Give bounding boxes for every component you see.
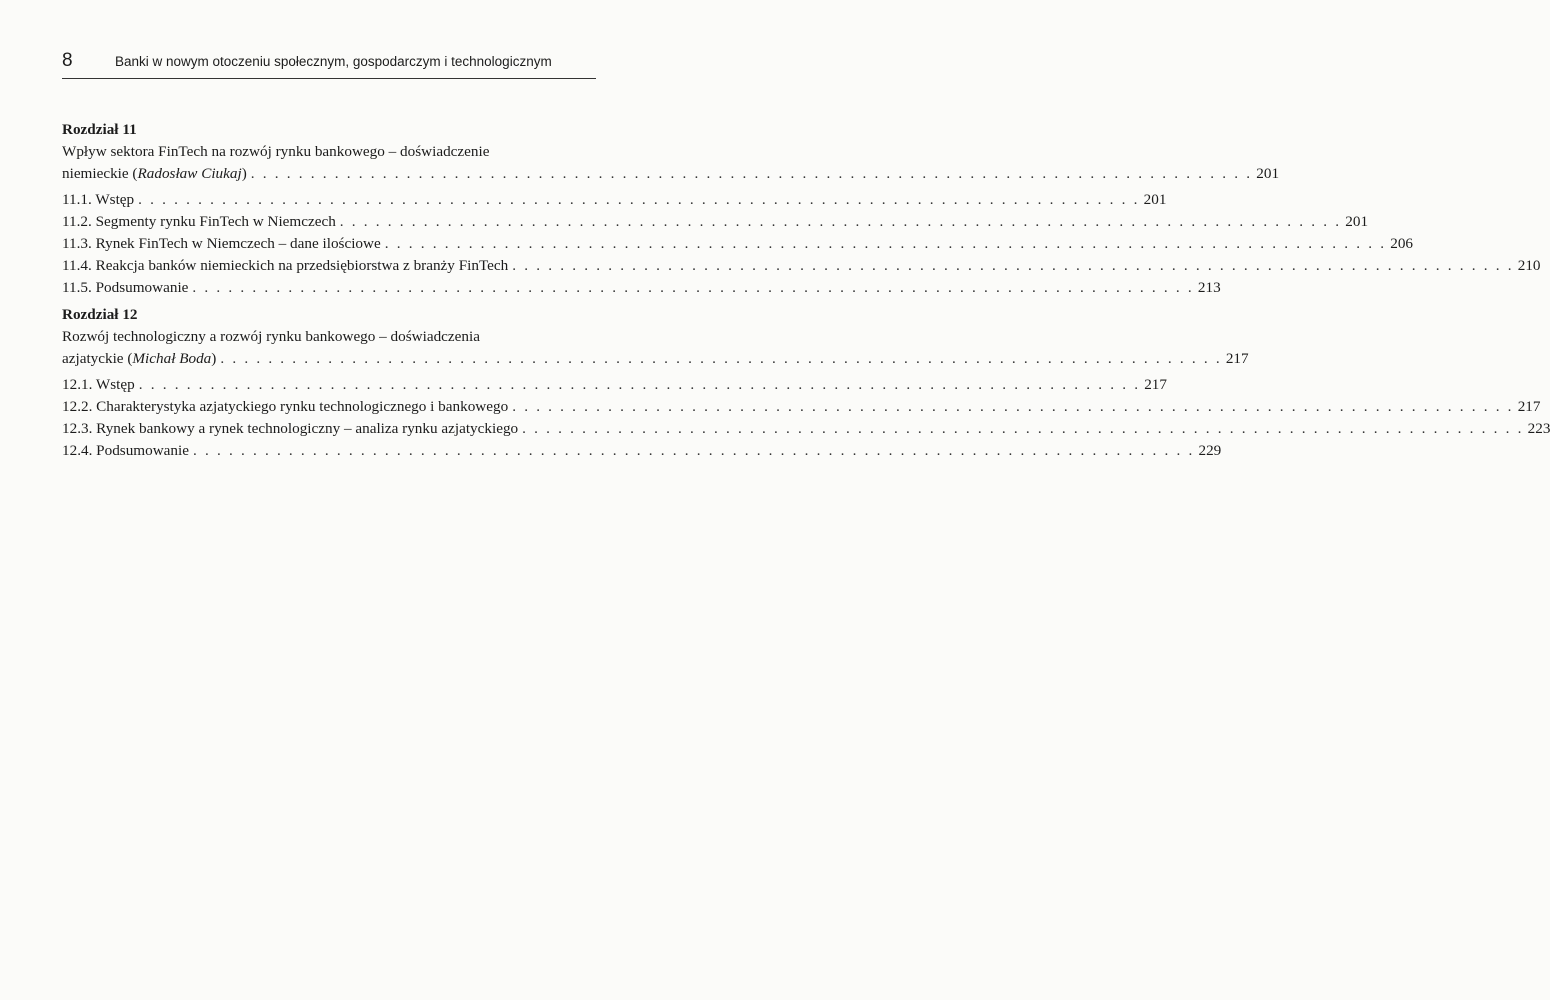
- section-title: Segmenty rynku FinTech w Niemczech: [95, 213, 336, 230]
- section-number: 12.1.: [62, 376, 93, 393]
- section-title: Rynek FinTech w Niemczech – dane ilościowe: [95, 235, 381, 252]
- section-number: 12.2.: [62, 398, 93, 415]
- dot-leader: . . . . . . . . . . . . . . . . . . . . . . . . . . . . . . . . . . . . . . . . . . . . . . . . . . . . . . . . . . . . . . . . . . . . . . . . . . . . . . . . . . . .: [220, 350, 1222, 367]
- section-number: 11.2.: [62, 213, 92, 230]
- section-title: Charakterystyka azjatyckiego rynku technologicznego i bankowego: [96, 398, 509, 415]
- toc-entry[interactable]: [62, 374, 1167, 396]
- toc-entry[interactable]: [62, 255, 1541, 277]
- dot-leader: . . . . . . . . . . . . . . . . . . . . . . . . . . . . . . . . . . . . . . . . . . . . . . . . . . . . . . . . . . . . . . . . . . . . . . . . . . . . . . . . . . . .: [522, 420, 1524, 437]
- section-number: 11.4.: [62, 257, 92, 274]
- section-number: 11.5.: [62, 279, 92, 296]
- section-number: 12.3.: [62, 420, 93, 437]
- section-number: 12.4.: [62, 442, 93, 459]
- chapter-11: [62, 119, 1541, 299]
- section-title: Wstęp: [95, 376, 135, 393]
- page-header: [62, 50, 596, 79]
- chapter-title-entry[interactable]: [62, 163, 1280, 185]
- toc-entry[interactable]: [62, 211, 1369, 233]
- section-title: Wstęp: [95, 191, 135, 208]
- page-ref: 217: [1517, 398, 1541, 415]
- page-ref: 201: [1143, 191, 1167, 208]
- dot-leader: . . . . . . . . . . . . . . . . . . . . . . . . . . . . . . . . . . . . . . . . . . . . . . . . . . . . . . . . . . . . . . . . . . . . . . . . . . . . . . . . . . . .: [138, 191, 1140, 208]
- chapter-author: Michał Boda: [132, 350, 212, 367]
- page-ref: 210: [1517, 257, 1541, 274]
- section-title: Reakcja banków niemieckich na przedsiębiorstwa z branży FinTech: [95, 257, 509, 274]
- dot-leader: . . . . . . . . . . . . . . . . . . . . . . . . . . . . . . . . . . . . . . . . . . . . . . . . . . . . . . . . . . . . . . . . . . . . . . . . . . . . . . . . . . . .: [512, 398, 1514, 415]
- toc-entry[interactable]: [62, 418, 1550, 440]
- chapter-title-line2: niemieckie (Radosław Ciukaj): [62, 165, 247, 182]
- dot-leader: . . . . . . . . . . . . . . . . . . . . . . . . . . . . . . . . . . . . . . . . . . . . . . . . . . . . . . . . . . . . . . . . . . . . . . . . . . . . . . . . . . . .: [250, 165, 1253, 182]
- section-number: 11.3.: [62, 235, 92, 252]
- page-ref: 217: [1225, 350, 1249, 367]
- running-title: Banki w nowym otoczeniu społecznym, gospodarczym i technologicznym: [115, 54, 552, 69]
- chapter-title-line2: azjatyckie (Michał Boda): [62, 350, 217, 367]
- dot-leader: . . . . . . . . . . . . . . . . . . . . . . . . . . . . . . . . . . . . . . . . . . . . . . . . . . . . . . . . . . . . . . . . . . . . . . . . . . . . . . . . . . . .: [192, 442, 1195, 459]
- chapter-label: Rozdział 11: [62, 121, 137, 138]
- dot-leader: . . . . . . . . . . . . . . . . . . . . . . . . . . . . . . . . . . . . . . . . . . . . . . . . . . . . . . . . . . . . . . . . . . . . . . . . . . . . . . . . . . . .: [339, 213, 1342, 230]
- page-number: 8: [62, 50, 73, 71]
- chapter-author: Radosław Ciukaj: [137, 165, 242, 182]
- page-ref: 201: [1345, 213, 1369, 230]
- chapter-label: Rozdział 12: [62, 306, 138, 323]
- dot-leader: . . . . . . . . . . . . . . . . . . . . . . . . . . . . . . . . . . . . . . . . . . . . . . . . . . . . . . . . . . . . . . . . . . . . . . . . . . . . . . . . . . . .: [192, 279, 1194, 296]
- chapter-title-entry[interactable]: [62, 348, 1249, 370]
- dot-leader: . . . . . . . . . . . . . . . . . . . . . . . . . . . . . . . . . . . . . . . . . . . . . . . . . . . . . . . . . . . . . . . . . . . . . . . . . . . . . . . . . . . .: [138, 376, 1141, 393]
- chapter-title-line1: Wpływ sektora FinTech na rozwój rynku bankowego – doświadczenie: [62, 143, 490, 160]
- toc-entry[interactable]: [62, 396, 1541, 418]
- toc-entry[interactable]: [62, 189, 1167, 211]
- section-title: Rynek bankowy a rynek technologiczny – analiza rynku azjatyckiego: [96, 420, 519, 437]
- chapter-12: [62, 304, 1550, 462]
- toc-entry[interactable]: [62, 440, 1222, 462]
- page-ref: 217: [1144, 376, 1167, 393]
- page-ref: 206: [1390, 235, 1413, 252]
- toc-entry[interactable]: [62, 233, 1413, 255]
- page-ref: 223: [1527, 420, 1550, 437]
- section-title: Podsumowanie: [95, 279, 189, 296]
- page-ref: 201: [1256, 165, 1280, 182]
- toc-entry[interactable]: [62, 277, 1221, 299]
- chapter-title-line1: Rozwój technologiczny a rozwój rynku bankowego – doświadczenia: [62, 328, 480, 345]
- section-title: Podsumowanie: [96, 442, 189, 459]
- page-ref: 213: [1197, 279, 1221, 296]
- dot-leader: . . . . . . . . . . . . . . . . . . . . . . . . . . . . . . . . . . . . . . . . . . . . . . . . . . . . . . . . . . . . . . . . . . . . . . . . . . . . . . . . . . . .: [512, 257, 1514, 274]
- dot-leader: . . . . . . . . . . . . . . . . . . . . . . . . . . . . . . . . . . . . . . . . . . . . . . . . . . . . . . . . . . . . . . . . . . . . . . . . . . . . . . . . . . . .: [384, 235, 1387, 252]
- page-ref: 229: [1198, 442, 1222, 459]
- section-number: 11.1.: [62, 191, 92, 208]
